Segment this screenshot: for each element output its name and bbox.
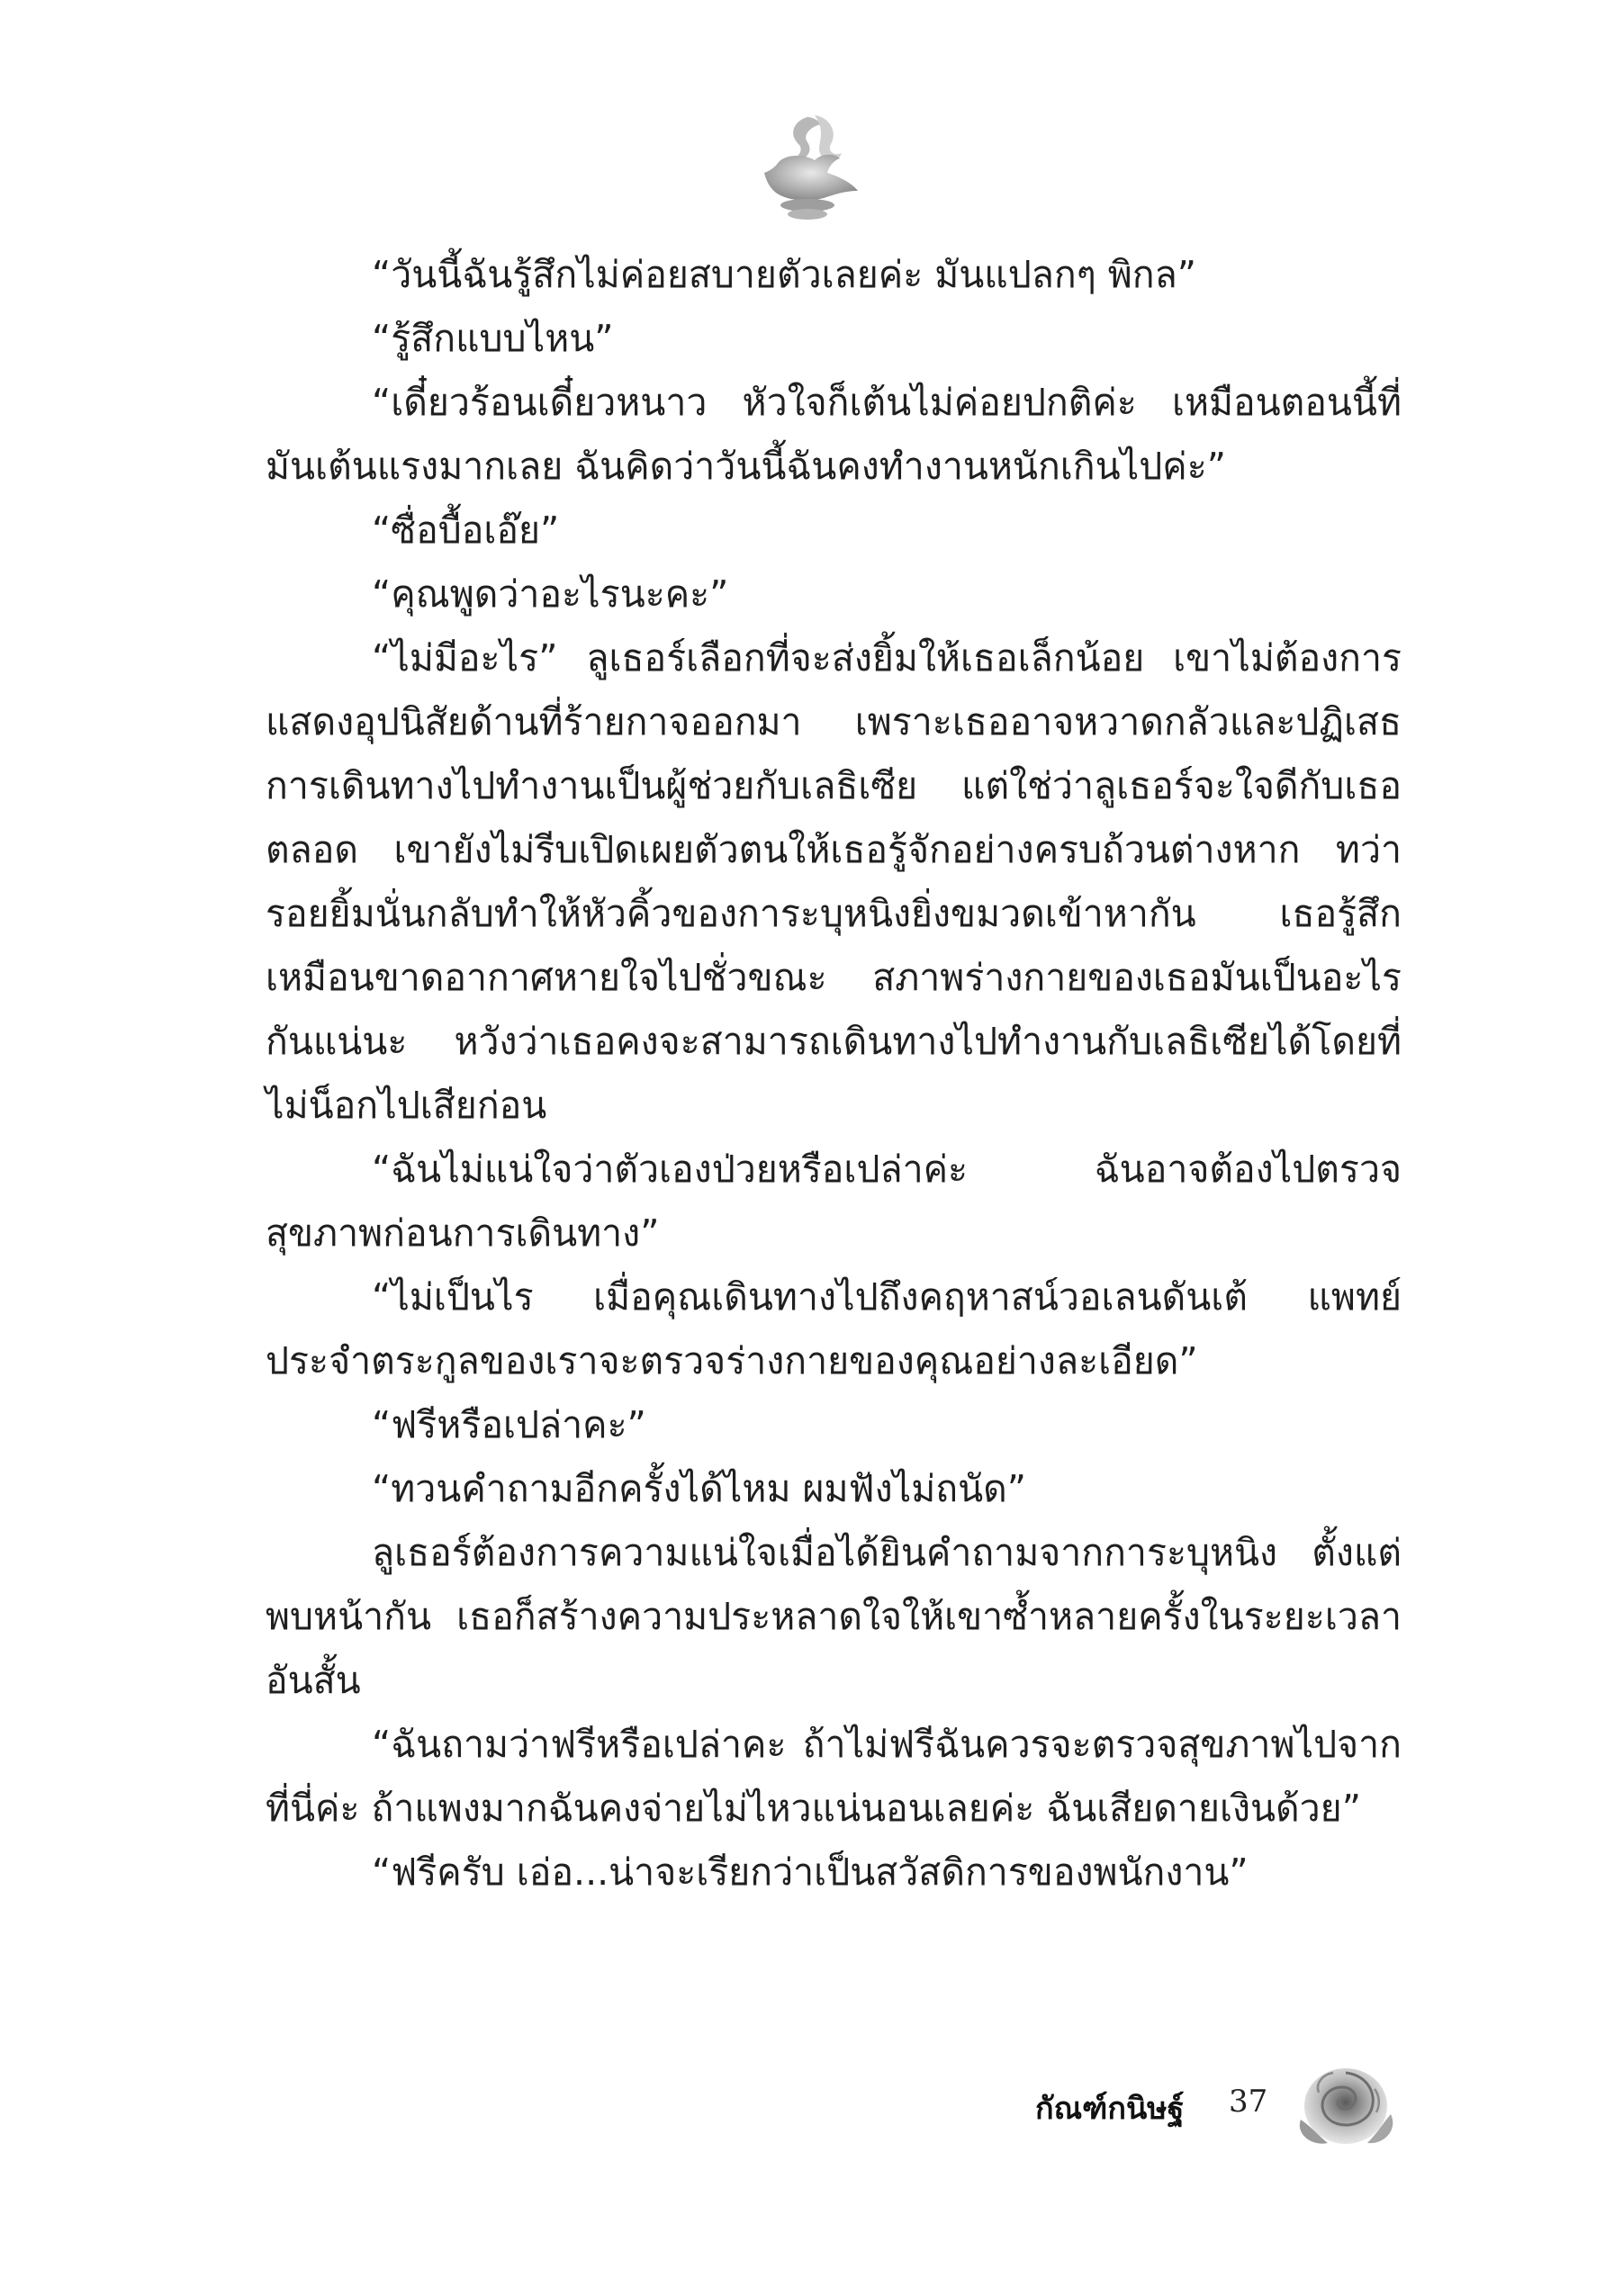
page-number: 37 xyxy=(1229,2084,1268,2120)
paragraph-12: “ฉันถามว่าฟรีหรือเปล่าคะ ถ้าไม่ฟรีฉันควรจะตรวจสุขภาพไปจากที่นี่ค่ะ ถ้าแพงมากฉันคงจ่ายไม่ไหวแน่นอนเลยค่ะ ฉันเสียดายเงินด้วย” xyxy=(266,1723,1402,1830)
paragraph-3: “เดี๋ยวร้อนเดี๋ยวหนาว หัวใจก็เต้นไม่ค่อยปกติค่ะ เหมือนตอนนี้ที่มันเต้นแรงมากเลย ฉันคิดว่าวันนี้ฉันคงทำงานหนักเกินไปค่ะ” xyxy=(266,381,1402,488)
paragraph-7: “ฉันไม่แน่ใจว่าตัวเองป่วยหรือเปล่าค่ะ ฉันอาจต้องไปตรวจสุขภาพก่อนการเดินทาง” xyxy=(266,1148,1402,1255)
book-title: กัณฑ์กนิษฐ์ xyxy=(1035,2091,1185,2127)
magic-lamp-icon xyxy=(752,108,864,225)
paragraph-5: “คุณพูดว่าอะไรนะคะ” xyxy=(372,572,729,616)
page-footer xyxy=(1035,2057,1413,2156)
paragraph-4: “ซื่อบื้อเอ๊ย” xyxy=(372,509,560,552)
rose-icon xyxy=(1292,2057,1400,2156)
paragraph-8: “ไม่เป็นไร เมื่อคุณเดินทางไปถึงคฤหาสน์วอเลนดันเต้ แพทย์ประจำตระกูลของเราจะตรวจร่างกายของคุณอย่างละเอียด” xyxy=(266,1275,1402,1382)
paragraph-9: “ฟรีหรือเปล่าคะ” xyxy=(372,1403,646,1446)
story-text xyxy=(266,243,1402,1904)
paragraph-13: “ฟรีครับ เอ่อ...น่าจะเรียกว่าเป็นสวัสดิการของพนักงาน” xyxy=(372,1850,1249,1894)
paragraph-2: “รู้สึกแบบไหน” xyxy=(372,317,614,360)
paragraph-11: ลูเธอร์ต้องการความแน่ใจเมื่อได้ยินคำถามจากการะบุหนิง ตั้งแต่พบหน้ากัน เธอก็สร้างความประหลาดใจให้เขาซ้ำหลายครั้งในระยะเวลาอันสั้น xyxy=(266,1531,1402,1702)
paragraph-1: “วันนี้ฉันรู้สึกไม่ค่อยสบายตัวเลยค่ะ มันแปลกๆ พิกล” xyxy=(372,253,1196,296)
paragraph-6: “ไม่มีอะไร” ลูเธอร์เลือกที่จะส่งยิ้มให้เธอเล็กน้อย เขาไม่ต้องการแสดงอุปนิสัยด้านที่ร้ายกาจออกมา เพราะเธออาจหวาดกลัวและปฏิเสธการเดินทางไปทำงานเป็นผู้ช่วยกับเลธิเซีย แต่ใช่ว่าลูเธอร์จะใจดีกับเธอตลอด เขายังไม่รีบเปิดเผยตัวตนให้เธอรู้จักอย่างครบถ้วนต่างหาก ทว่ารอยยิ้มนั่นกลับทำให้หัวคิ้วของการะบุหนิงยิ่งขมวดเข้าหากัน เธอรู้สึกเหมือนขาดอากาศหายใจไปชั่วขณะ สภาพร่างกายของเธอมันเป็นอะไรกันแน่นะ หวังว่าเธอคงจะสามารถเดินทางไปทำงานกับเลธิเซียได้โดยที่ไม่น็อกไปเสียก่อน xyxy=(266,636,1402,1127)
paragraph-10: “ทวนคำถามอีกครั้งได้ไหม ผมฟังไม่ถนัด” xyxy=(372,1467,1026,1510)
